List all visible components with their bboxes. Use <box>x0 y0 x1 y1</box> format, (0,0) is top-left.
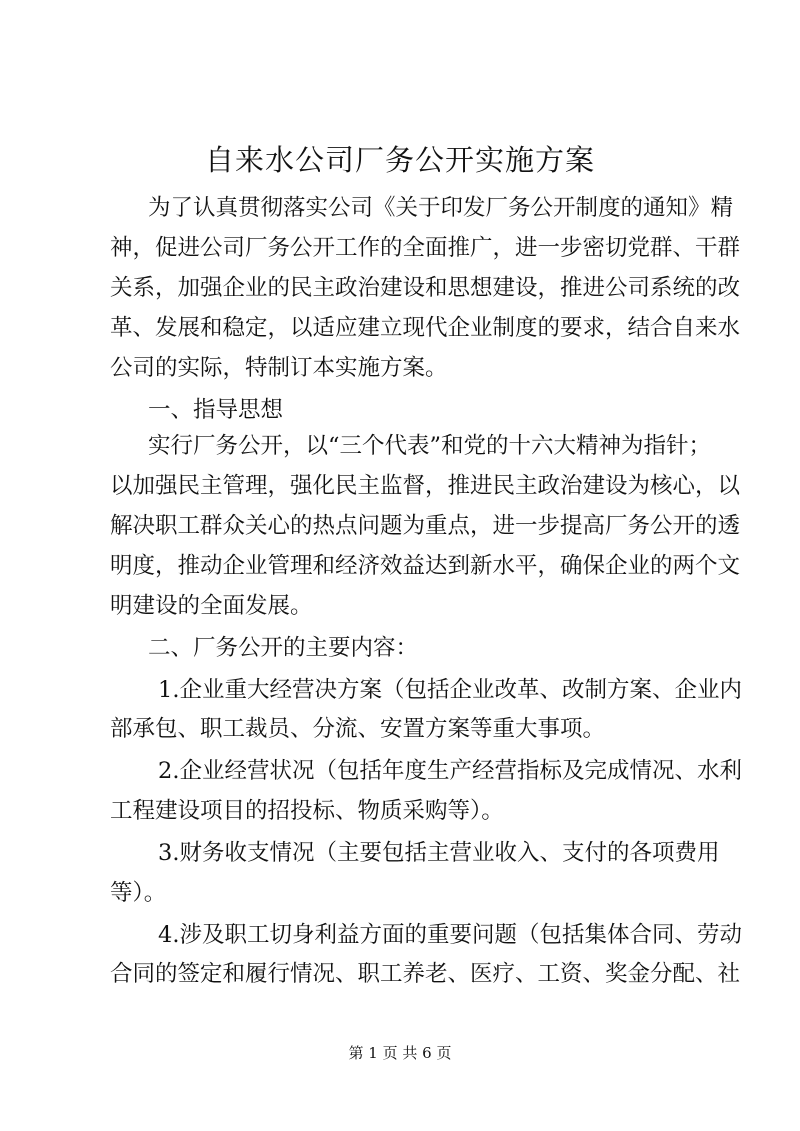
list-item-line: 等）。 <box>110 880 167 906</box>
list-item-line: 2.企业经营状况（包括年度生产经营指标及完成情况、水利 <box>158 758 742 784</box>
paragraph-line: 明度，推动企业管理和经济效益达到新水平，确保企业的两个文 <box>110 553 741 579</box>
section-heading: 一、指导思想 <box>148 397 284 423</box>
paragraph-line: 解决职工群众关心的热点问题为重点，进一步提高厂务公开的透 <box>110 513 741 539</box>
paragraph-line: 为了认真贯彻落实公司《关于印发厂务公开制度的通知》精 <box>148 195 734 221</box>
document-title: 自来水公司厂务公开实施方案 <box>204 143 595 177</box>
list-item-line: 4.涉及职工切身利益方面的重要问题（包括集体合同、劳动 <box>158 922 742 948</box>
list-item-line: 合同的签定和履行情况、职工养老、医疗、工资、奖金分配、社 <box>110 961 741 987</box>
section-heading: 二、厂务公开的主要内容： <box>148 635 419 661</box>
list-item-line: 工程建设项目的招投标、物质采购等）。 <box>110 798 504 824</box>
paragraph-line: 神，促进公司厂务公开工作的全面推广，进一步密切党群、干群 <box>110 235 741 261</box>
paragraph-line: 实行厂务公开，以“三个代表”和党的十六大精神为指针； <box>148 433 712 459</box>
list-item-line: 部承包、职工裁员、分流、安置方案等重大事项。 <box>110 716 606 742</box>
paragraph-line: 关系，加强企业的民主政治建设和思想建设，推进公司系统的改 <box>110 275 741 301</box>
paragraph-line: 公司的实际，特制订本实施方案。 <box>110 355 448 381</box>
paragraph-line: 以加强民主管理，强化民主监督，推进民主政治建设为核心，以 <box>110 473 741 499</box>
paragraph-line: 革、发展和稳定，以适应建立现代企业制度的要求，结合自来水 <box>110 315 741 341</box>
paragraph-line: 明建设的全面发展。 <box>110 593 313 619</box>
list-item-line: 1.企业重大经营决方案（包括企业改革、改制方案、企业内 <box>158 677 742 703</box>
page-footer: 第 1 页 共 6 页 <box>348 1044 452 1062</box>
list-item-line: 3.财务收支情况（主要包括主营业收入、支付的各项费用 <box>158 840 720 866</box>
